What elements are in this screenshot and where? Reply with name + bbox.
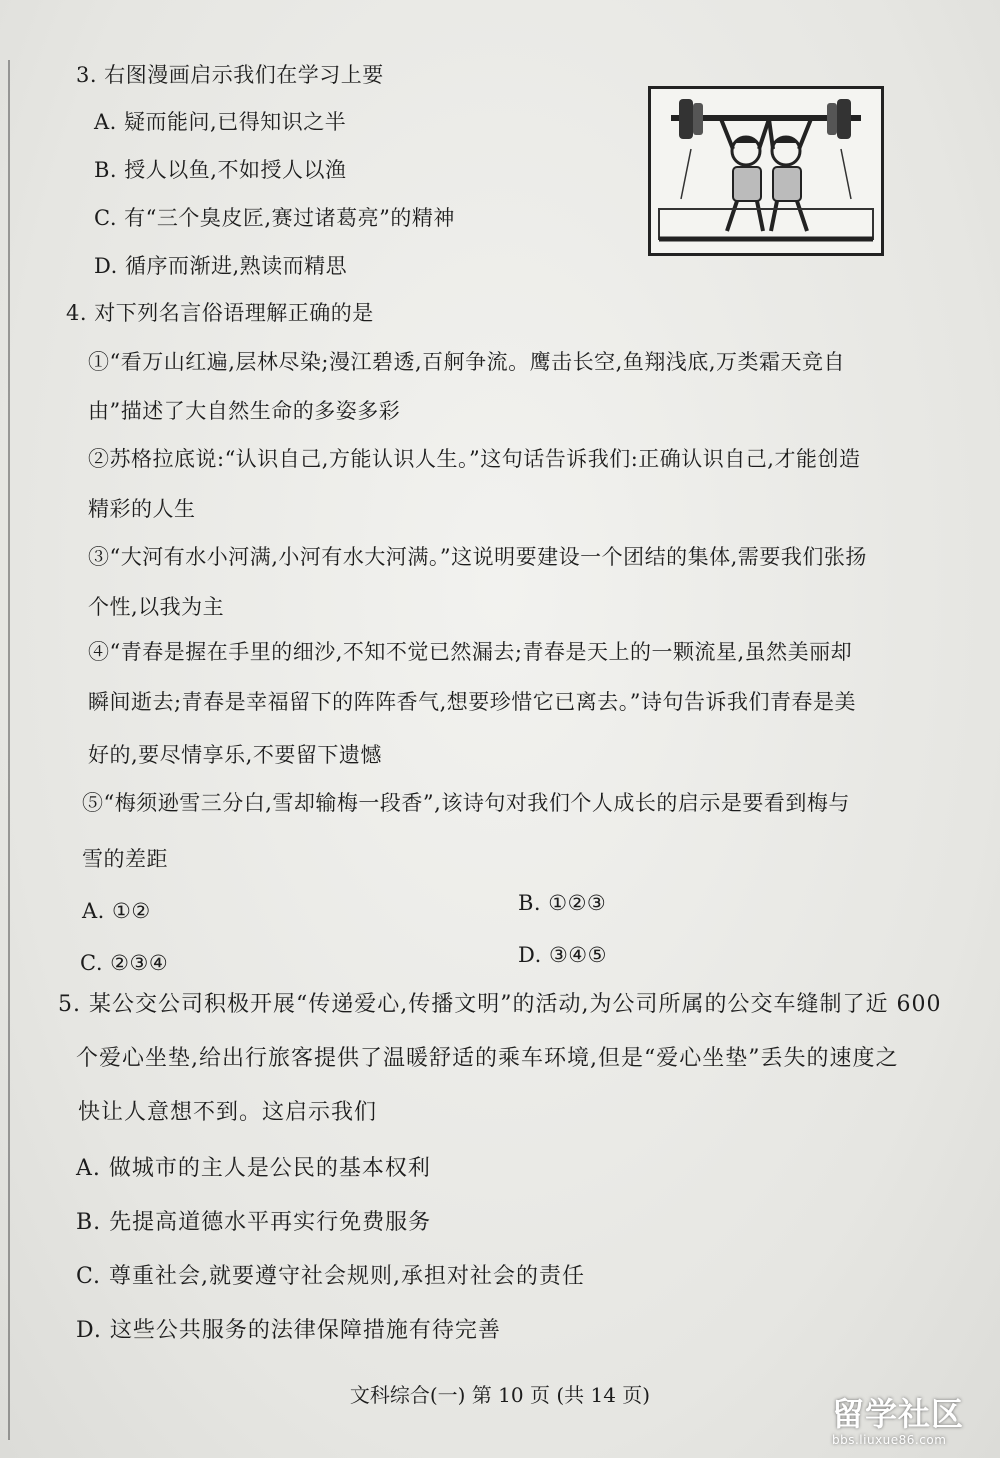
q4-statement-2-line-2: 精彩的人生 — [88, 497, 196, 521]
weightlifting-cartoon — [648, 86, 884, 256]
q4-statement-4-line-3: 好的,要尽情享乐,不要留下遗憾 — [88, 743, 382, 767]
q5-stem-line-1: 5. 某公交公司积极开展“传递爱心,传播文明”的活动,为公司所属的公交车缝制了近 600 — [58, 992, 942, 1017]
q4-option-c: C. ②③④ — [80, 951, 169, 975]
q5-option-b: B. 先提高道德水平再实行免费服务 — [76, 1210, 432, 1235]
q5-stem-line-3: 快让人意想不到。这启示我们 — [78, 1100, 378, 1125]
q4-statement-1-line-1: ①“看万山红遍,层林尽染;漫江碧透,百舸争流。鹰击长空,鱼翔浅底,万类霜天竞自 — [88, 350, 846, 374]
weightlifting-cartoon-drawing — [651, 89, 881, 253]
q4-option-d: D. ③④⑤ — [518, 943, 607, 967]
q4-statement-4-line-2: 瞬间逝去;青春是幸福留下的阵阵香气,想要珍惜它已离去。”诗句告诉我们青春是美 — [88, 690, 856, 714]
q4-stem: 4. 对下列名言俗语理解正确的是 — [66, 301, 374, 325]
q4-option-a: A. ①② — [82, 899, 151, 923]
q4-statement-1-line-2: 由”描述了大自然生命的多姿多彩 — [88, 399, 401, 423]
q4-option-b: B. ①②③ — [518, 891, 607, 915]
q5-option-d: D. 这些公共服务的法律保障措施有待完善 — [76, 1318, 501, 1343]
q3-stem: 3. 右图漫画启示我们在学习上要 — [76, 63, 384, 87]
q3-option-c: C. 有“三个臭皮匠,赛过诸葛亮”的精神 — [94, 206, 455, 230]
q4-statement-2-line-1: ②苏格拉底说:“认识自己,方能认识人生。”这句话告诉我们:正确认识自己,才能创造 — [88, 447, 861, 471]
q4-statement-3-line-1: ③“大河有水小河满,小河有水大河满。”这说明要建设一个团结的集体,需要我们张扬 — [88, 545, 867, 569]
q5-option-a: A. 做城市的主人是公民的基本权利 — [76, 1156, 431, 1181]
page-edge-shadow — [8, 60, 10, 1440]
watermark-url: bbs.liuxue86.com — [832, 1433, 947, 1447]
q3-option-b: B. 授人以鱼,不如授人以渔 — [94, 158, 347, 182]
q3-option-d: D. 循序而渐进,熟读而精思 — [94, 254, 348, 278]
page-footer: 文科综合(一) 第 10 页 (共 14 页) — [349, 1383, 651, 1407]
q5-option-c: C. 尊重社会,就要遵守社会规则,承担对社会的责任 — [76, 1264, 586, 1289]
q4-statement-3-line-2: 个性,以我为主 — [88, 595, 225, 619]
q4-statement-4-line-1: ④“青春是握在手里的细沙,不知不觉已然漏去;青春是天上的一颗流星,虽然美丽却 — [88, 640, 853, 664]
watermark-title: 留学社区 — [832, 1395, 965, 1433]
q4-statement-5-line-2: 雪的差距 — [82, 847, 168, 871]
q3-option-a: A. 疑而能问,已得知识之半 — [94, 110, 347, 134]
q5-stem-line-2: 个爱心坐垫,给出行旅客提供了温暖舒适的乘车环境,但是“爱心坐垫”丢失的速度之 — [76, 1046, 899, 1071]
q4-statement-5-line-1: ⑤“梅须逊雪三分白,雪却输梅一段香”,该诗句对我们个人成长的启示是要看到梅与 — [82, 791, 850, 815]
site-watermark — [832, 1396, 992, 1452]
